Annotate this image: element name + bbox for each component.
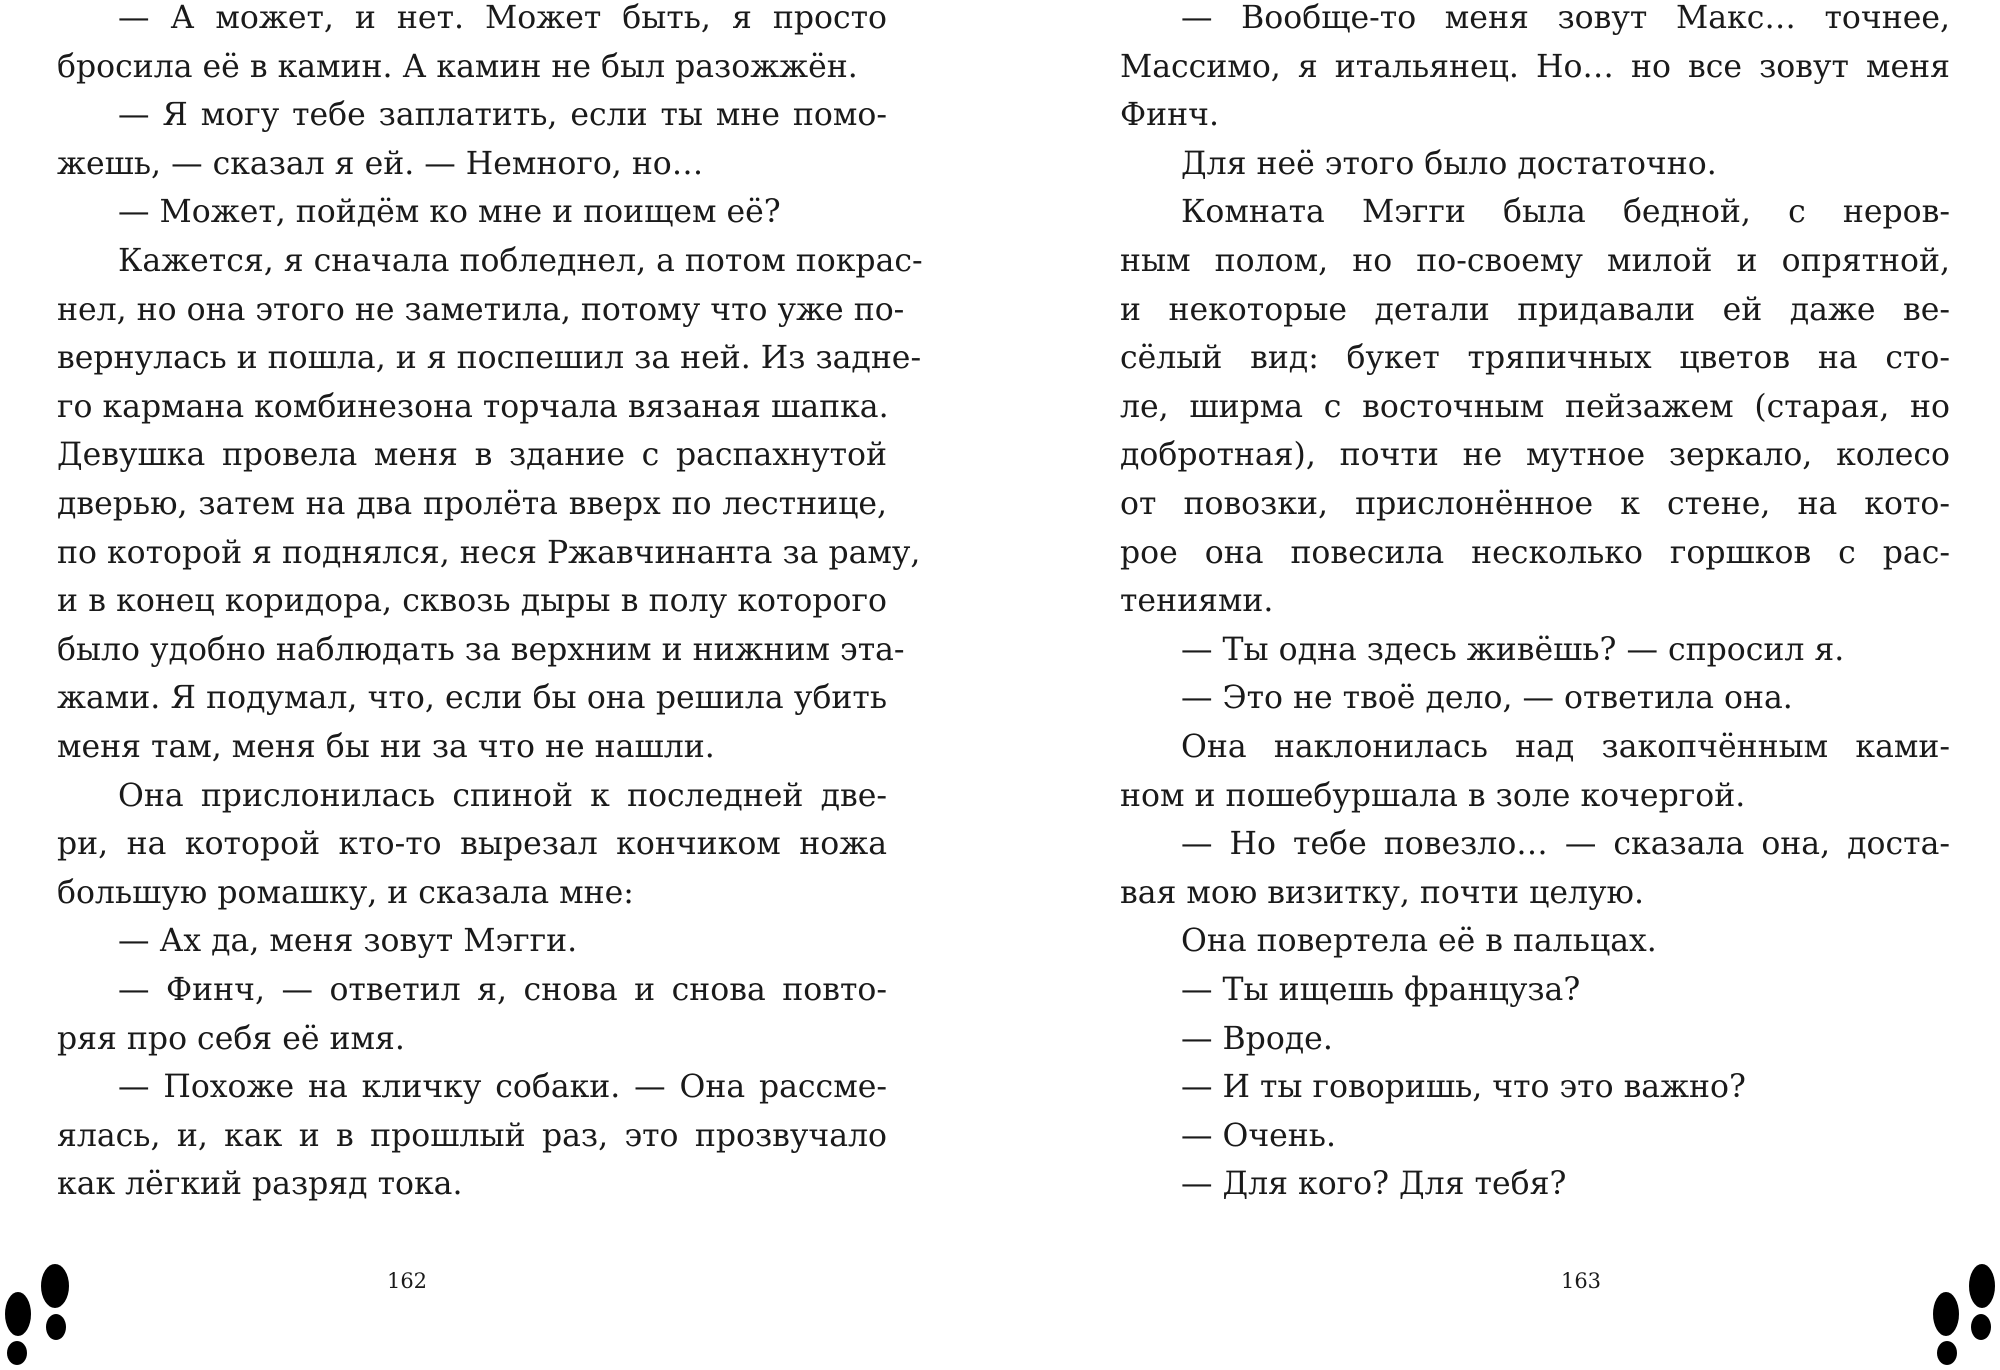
text-line: Для неё этого было достаточно.: [1181, 145, 1717, 182]
text-line: Массимо, я итальянец. Но… но все зовут меня: [1120, 48, 1950, 85]
text-line: — Ах да, меня зовут Мэгги.: [118, 923, 578, 960]
text-line: рое она повесила несколько горшков с рас-: [1120, 534, 1950, 571]
text-line: было удобно наблюдать за верхним и нижним эта-: [57, 631, 905, 668]
text-line: — Вроде.: [1181, 1020, 1333, 1057]
text-line: — Это не твоё дело, — ответила она.: [1181, 680, 1793, 717]
text-line: Финч.: [1120, 97, 1219, 134]
text-line: Комната Мэгги была бедной, с неров-: [1181, 194, 1950, 231]
page-number-right: 163: [1560, 1269, 1602, 1293]
text-line: Она наклонилась над закопчённым ками-: [1181, 729, 1950, 765]
text-line: большую ромашку, и сказала мне:: [57, 874, 634, 911]
text-line: — Финч, — ответил я, снова и снова повто-: [118, 972, 887, 1008]
text-line: — Может, пойдём ко мне и поищем её?: [118, 194, 781, 231]
text-line: от повозки, прислонённое к стене, на кото-: [1120, 486, 1950, 522]
text-line: вая мою визитку, почти целую.: [1120, 874, 1644, 911]
text-line: меня там, меня бы ни за что не нашли.: [57, 729, 715, 765]
text-line: по которой я поднялся, неся Ржавчинанта за раму,: [57, 534, 921, 571]
text-line: — Ты ищешь француза?: [1181, 972, 1581, 1008]
text-line: дверью, затем на два пролёта вверх по лестнице,: [57, 486, 887, 522]
page-number-left: 162: [386, 1269, 428, 1293]
text-line: — Очень.: [1181, 1117, 1336, 1154]
text-line: жами. Я подумал, что, если бы она решила убить: [57, 680, 887, 717]
text-line: ялась, и, как и в прошлый раз, это прозвучало: [57, 1117, 887, 1154]
text-line: ным полом, но по-своему милой и опрятной,: [1120, 243, 1950, 279]
text-line: вернулась и пошла, и я поспешил за ней. Из задне-: [57, 340, 922, 377]
text-line: Она повертела её в пальцах.: [1181, 923, 1657, 960]
text-line: нел, но она этого не заметила, потому что уже по-: [57, 291, 905, 328]
text-line: — Похоже на кличку собаки. — Она рассме-: [118, 1069, 887, 1106]
text-line: бросила её в камин. А камин не был разожжён.: [57, 48, 858, 85]
text-line: жешь, — сказал я ей. — Немного, но…: [57, 145, 704, 182]
text-line: и некоторые детали придавали ей даже ве-: [1120, 291, 1950, 328]
footprints-icon: [1920, 1262, 2000, 1370]
text-line: и в конец коридора, сквозь дыры в полу которого: [57, 583, 887, 620]
text-line: как лёгкий разряд тока.: [57, 1166, 463, 1203]
text-line: — Для кого? Для тебя?: [1181, 1166, 1567, 1203]
text-line: сёлый вид: букет тряпичных цветов на сто-: [1120, 340, 1950, 377]
text-line: Кажется, я сначала побледнел, а потом покрас-: [118, 243, 923, 279]
text-line: Девушка провела меня в здание с распахнутой: [57, 437, 887, 474]
text-line: — Ты одна здесь живёшь? — спросил я.: [1181, 631, 1845, 668]
text-line: — Я могу тебе заплатить, если ты мне помо-: [118, 97, 887, 134]
text-line: Она прислонилась спиной к последней две-: [118, 777, 887, 814]
text-line: добротная), почти не мутное зеркало, колесо: [1120, 437, 1950, 474]
text-line: го кармана комбинезона торчала вязаная шапка.: [57, 388, 889, 425]
text-line: тениями.: [1120, 583, 1274, 620]
text-line: ри, на которой кто-то вырезал кончиком ножа: [57, 826, 887, 863]
text-line: — Вообще-то меня зовут Макс… точнее,: [1181, 0, 1950, 36]
footprints-icon: [0, 1262, 80, 1370]
text-line: ном и пошебуршала в золе кочергой.: [1120, 777, 1746, 814]
text-line: ряя про себя её имя.: [57, 1020, 405, 1057]
text-line: — А может, и нет. Может быть, я просто: [118, 0, 887, 36]
text-line: — И ты говоришь, что это важно?: [1181, 1069, 1746, 1106]
text-line: ле, ширма с восточным пейзажем (старая, но: [1120, 388, 1950, 425]
text-line: — Но тебе повезло… — сказала она, доста-: [1181, 826, 1950, 863]
